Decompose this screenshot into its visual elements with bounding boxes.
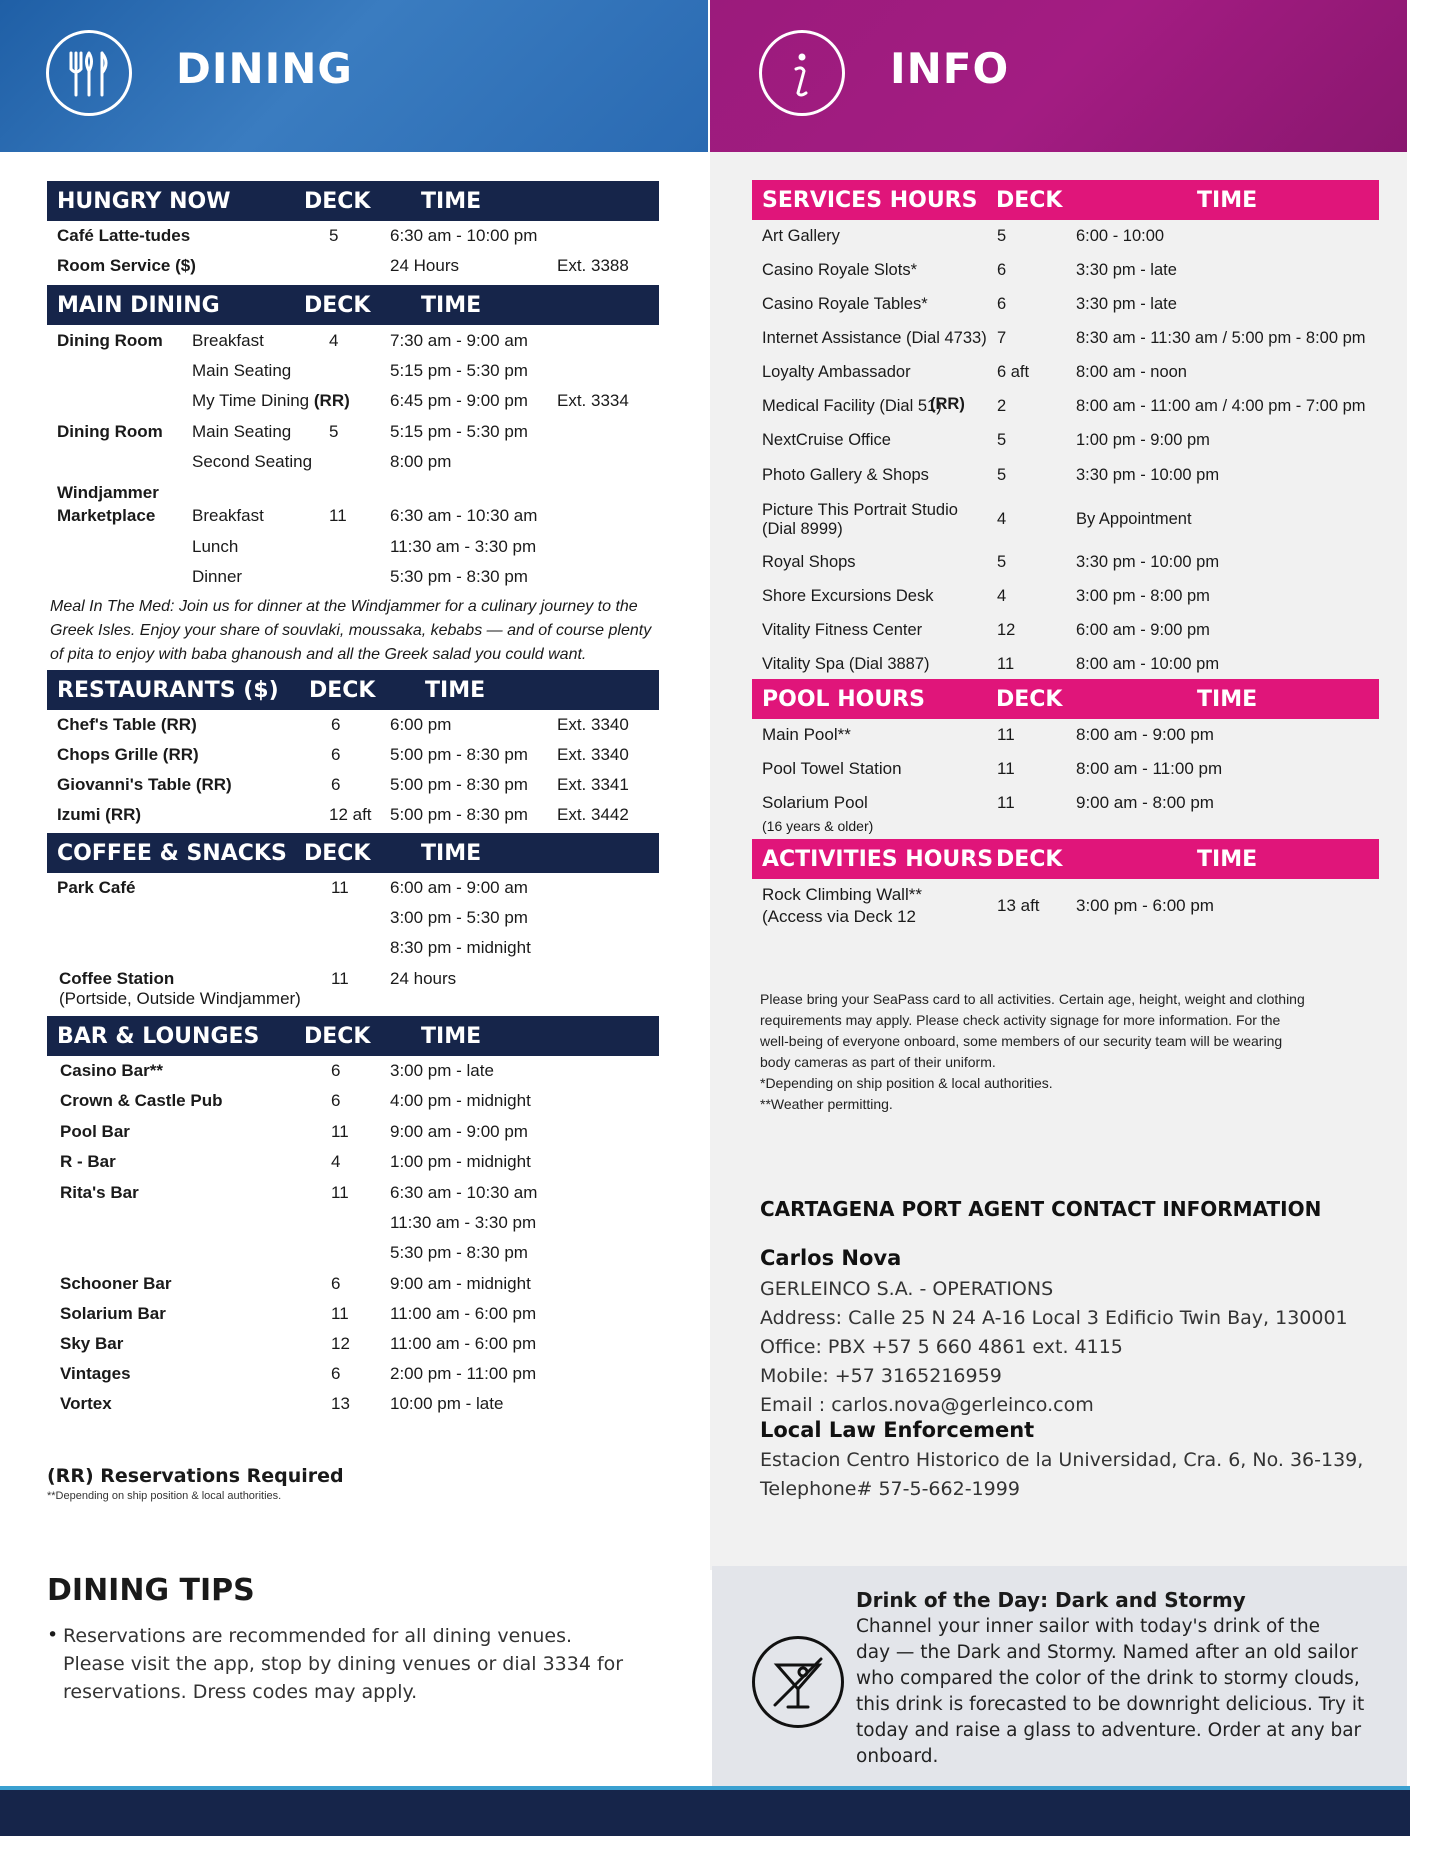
deck-col-label: DECK — [304, 1023, 371, 1049]
service-name: Art Gallery — [762, 227, 840, 245]
table-row — [762, 758, 1372, 788]
bar-name: R - Bar — [60, 1152, 116, 1171]
deck-value: 5 — [997, 227, 1007, 245]
time-value: 24 hours — [390, 969, 457, 988]
table-row — [57, 744, 657, 774]
table-row — [60, 1333, 660, 1363]
time-value: 11:00 am - 6:00 pm — [390, 1334, 537, 1353]
time-value: 6:45 pm - 9:00 pm — [390, 391, 528, 410]
note-line: requirements may apply. Please check activity signage for more information. For the — [760, 1012, 1281, 1028]
activity-notes — [760, 989, 1380, 1115]
service-name: Casino Royale Slots* — [762, 261, 917, 279]
restaurant-name: Giovanni's Table (RR) — [57, 775, 232, 794]
time-value: 6:00 pm — [390, 715, 452, 734]
restaurant-name: Chef's Table (RR) — [57, 715, 197, 734]
table-row — [57, 714, 657, 744]
time-value: 3:30 pm - late — [1076, 261, 1177, 279]
time-value: 3:30 pm - 10:00 pm — [1076, 466, 1220, 484]
restaurants-title: RESTAURANTS ($) — [57, 677, 279, 703]
drink-line: onboard. — [856, 1746, 939, 1767]
deck-value: 5 — [997, 466, 1007, 484]
port-agent-details — [760, 1275, 1390, 1420]
time-value: 24 Hours — [390, 256, 459, 275]
table-row — [762, 327, 1382, 357]
venue-name: Café Latte-tudes — [57, 226, 191, 245]
extension-value: Ext. 3340 — [557, 745, 629, 764]
deck-col-label: DECK — [996, 187, 1063, 213]
tips-line: reservations. Dress codes may apply. — [63, 1681, 418, 1703]
time-value: 6:00 - 10:00 — [1076, 227, 1165, 245]
venue-subtitle: (Portside, Outside Windjammer) — [59, 989, 301, 1008]
time-value: 8:00 am - 11:00 am / 4:00 pm - 7:00 pm — [1076, 397, 1366, 415]
info-title: INFO — [890, 44, 1010, 93]
table-row — [60, 1060, 660, 1090]
bullet-icon: • — [47, 1624, 59, 1646]
time-value: 1:00 pm - midnight — [390, 1152, 531, 1171]
service-name: Photo Gallery & Shops — [762, 466, 929, 484]
agent-email[interactable]: Email : carlos.nova@gerleinco.com — [760, 1394, 1094, 1416]
time-value: By Appointment — [1076, 510, 1192, 528]
reservation-flag: (RR) — [930, 395, 965, 413]
time-value: 11:00 am - 6:00 pm — [390, 1304, 537, 1323]
service-name: Picture This Portrait Studio — [762, 501, 958, 519]
table-row — [762, 293, 1382, 323]
activity-name: Rock Climbing Wall** — [762, 885, 922, 904]
agent-company: GERLEINCO S.A. - OPERATIONS — [760, 1278, 1054, 1300]
time-col-label: TIME — [421, 188, 482, 214]
table-row-sub — [762, 906, 1062, 936]
reservations-required-note: (RR) Reservations Required — [47, 1465, 344, 1487]
table-row — [57, 255, 657, 285]
services-header — [752, 180, 1379, 220]
table-row — [762, 259, 1382, 289]
note-line: **Weather permitting. — [760, 1096, 893, 1112]
deck-value: 4 — [997, 510, 1007, 528]
time-value: 4:00 pm - midnight — [390, 1091, 531, 1110]
note-line: Please bring your SeaPass card to all activities. Certain age, height, weight and clothing — [760, 991, 1305, 1007]
table-row-sub — [762, 518, 992, 548]
law-telephone: Telephone# 57-5-662-1999 — [760, 1478, 1020, 1500]
time-value: 5:00 pm - 8:30 pm — [390, 745, 528, 764]
pool-name: Solarium Pool — [762, 793, 868, 812]
meal-label: My Time Dining — [192, 391, 310, 410]
time-value: 8:00 am - 10:00 pm — [1076, 655, 1220, 673]
extension-value: Ext. 3334 — [557, 391, 629, 410]
table-row — [60, 1273, 660, 1303]
time-value: 3:00 pm - late — [390, 1061, 494, 1080]
time-col-label: TIME — [421, 840, 482, 866]
deck-value: 11 — [331, 1183, 349, 1202]
cutlery-icon — [46, 30, 132, 116]
table-row — [60, 1303, 660, 1333]
deck-value: 11 — [331, 1122, 349, 1141]
time-value: 3:30 pm - late — [1076, 295, 1177, 313]
deck-value: 5 — [329, 226, 339, 245]
table-row — [57, 390, 657, 420]
table-row — [762, 429, 1382, 459]
service-name: Royal Shops — [762, 553, 856, 571]
bottom-strip — [0, 1790, 1410, 1836]
activities-header — [752, 839, 1379, 879]
table-row — [57, 877, 657, 907]
deck-value: 5 — [997, 553, 1007, 571]
time-col-label: TIME — [1197, 686, 1258, 712]
meal-name: Main Seating — [192, 361, 292, 380]
deck-value: 7 — [997, 329, 1007, 347]
deck-col-label: DECK — [304, 840, 371, 866]
main-dining-title: MAIN DINING — [57, 292, 220, 318]
table-row — [762, 619, 1382, 649]
table-row — [57, 536, 657, 566]
reservations-subnote: **Depending on ship position & local authorities. — [47, 1490, 282, 1502]
bar-name: Solarium Bar — [60, 1304, 166, 1323]
time-value: 11:30 am - 3:30 pm — [390, 537, 537, 556]
drink-line: day — the Dark and Stormy. Named after an old sailor — [856, 1642, 1358, 1663]
time-value: 5:30 pm - 8:30 pm — [390, 1243, 528, 1262]
table-row-sub — [59, 988, 659, 1018]
meal-name: Main Seating — [192, 422, 292, 441]
table-row — [60, 1090, 660, 1120]
time-value: 5:00 pm - 8:30 pm — [390, 805, 528, 824]
time-col-label: TIME — [421, 1023, 482, 1049]
port-agent-title: CARTAGENA PORT AGENT CONTACT INFORMATION — [760, 1197, 1322, 1221]
time-value: 10:00 pm - late — [390, 1394, 504, 1413]
table-row — [762, 585, 1382, 615]
deck-value: 6 — [331, 1364, 341, 1383]
tips-line: Please visit the app, stop by dining venues or dial 3334 for — [63, 1653, 624, 1675]
extension-value: Ext. 3388 — [557, 256, 629, 275]
bars-title: BAR & LOUNGES — [57, 1023, 260, 1049]
drink-description — [856, 1614, 1396, 1770]
services-title: SERVICES HOURS — [762, 187, 978, 213]
service-name: Vitality Spa (Dial 3887) — [762, 655, 930, 673]
drink-line: this drink is forecasted to be downright delicious. Try it — [856, 1694, 1365, 1715]
note-line: *Depending on ship position & local authorities. — [760, 1075, 1053, 1091]
time-col-label: TIME — [421, 292, 482, 318]
deck-value: 4 — [997, 587, 1007, 605]
venue-name: Room Service ($) — [57, 256, 196, 275]
restaurant-name: Izumi (RR) — [57, 805, 142, 824]
time-value: 9:00 am - midnight — [390, 1274, 531, 1293]
service-subtitle: (Dial 8999) — [762, 520, 843, 538]
time-value: 6:30 am - 10:00 pm — [390, 226, 538, 245]
deck-value: 12 — [997, 621, 1016, 639]
table-row — [57, 937, 657, 967]
table-row — [57, 804, 657, 834]
deck-value: 6 — [331, 1274, 341, 1293]
agent-office: Office: PBX +57 5 660 4861 ext. 4115 — [760, 1336, 1123, 1358]
time-value: 7:30 am - 9:00 am — [390, 331, 528, 350]
note-line: body cameras as part of their uniform. — [760, 1054, 996, 1070]
deck-value: 6 — [331, 1091, 341, 1110]
deck-value: 6 — [997, 261, 1007, 279]
service-name: Loyalty Ambassador — [762, 363, 911, 381]
no-cocktail-icon — [752, 1636, 844, 1728]
drink-line: Channel your inner sailor with today's drink of the — [856, 1616, 1321, 1637]
extension-value: Ext. 3340 — [557, 715, 629, 734]
drink-line: who compared the color of the drink to stormy clouds, — [856, 1668, 1360, 1689]
deck-value: 4 — [329, 331, 339, 350]
time-value: 11:30 am - 3:30 pm — [390, 1213, 537, 1232]
time-value: 8:00 am - 9:00 pm — [1076, 725, 1214, 744]
hungry-now-title: HUNGRY NOW — [57, 188, 231, 214]
deck-value: 12 aft — [329, 805, 372, 824]
dining-tips-title: DINING TIPS — [47, 1573, 255, 1608]
time-value: 5:00 pm - 8:30 pm — [390, 775, 528, 794]
meal-name: Breakfast — [192, 331, 264, 350]
meal-name: Second Seating — [192, 452, 313, 471]
time-value: 6:30 am - 10:30 am — [390, 506, 538, 525]
deck-value: 13 — [331, 1394, 350, 1413]
deck-value: 4 — [331, 1152, 341, 1171]
activities-title: ACTIVITIES HOURS — [762, 846, 994, 872]
service-name: Vitality Fitness Center — [762, 621, 923, 639]
venue-name: Dining Room — [57, 422, 163, 441]
table-row — [60, 1363, 660, 1393]
time-value: 8:30 am - 11:30 am / 5:00 pm - 8:00 pm — [1076, 329, 1366, 347]
deck-col-label: DECK — [996, 846, 1063, 872]
deck-value: 5 — [997, 431, 1007, 449]
time-value: 3:00 pm - 8:00 pm — [1076, 587, 1210, 605]
time-value: 5:30 pm - 8:30 pm — [390, 567, 528, 586]
venue-name: Dining Room — [57, 331, 163, 350]
deck-value: 6 — [331, 715, 341, 734]
time-value: 2:00 pm - 11:00 pm — [390, 1364, 537, 1383]
deck-value: 6 aft — [997, 363, 1030, 381]
bar-name: Vintages — [60, 1364, 131, 1383]
service-name: Casino Royale Tables* — [762, 295, 928, 313]
extension-value: Ext. 3442 — [557, 805, 629, 824]
meal-in-the-med-note: Meal In The Med: Join us for dinner at the Windjammer for a culinary journey to the Greek Isles. Enjoy your share of souvlaki, moussaka, kebabs — and of course plenty of pita to enjoy with baba ghanoush and all the Greek salad you could want. — [50, 598, 652, 663]
note-line: well-being of everyone onboard, some members of our security team will be wearing — [760, 1033, 1283, 1049]
venue-name: Marketplace — [57, 506, 156, 525]
bar-name: Sky Bar — [60, 1334, 124, 1353]
deck-value: 11 — [997, 759, 1015, 778]
dining-header — [0, 0, 708, 152]
deck-value: 12 — [331, 1334, 350, 1353]
table-row — [762, 361, 1382, 391]
info-icon — [759, 30, 845, 116]
coffee-header — [47, 833, 659, 873]
reservation-flag: (RR) — [313, 391, 350, 410]
extension-value: Ext. 3341 — [557, 775, 629, 794]
time-col-label: TIME — [425, 677, 486, 703]
time-value: 8:00 am - 11:00 pm — [1076, 759, 1223, 778]
deck-value: 6 — [331, 745, 341, 764]
coffee-title: COFFEE & SNACKS — [57, 840, 287, 866]
venue-name: Windjammer — [57, 483, 159, 502]
time-value: 1:00 pm - 9:00 pm — [1076, 431, 1210, 449]
agent-address: Address: Calle 25 N 24 A-16 Local 3 Edificio Twin Bay, 130001 — [760, 1307, 1348, 1329]
deck-value: 11 — [997, 725, 1015, 744]
agent-mobile: Mobile: +57 3165216959 — [760, 1365, 1002, 1387]
table-row — [60, 1393, 660, 1423]
deck-col-label: DECK — [309, 677, 376, 703]
table-row — [60, 1121, 660, 1151]
bar-name: Pool Bar — [60, 1122, 130, 1141]
table-row — [57, 451, 657, 481]
deck-value: 11 — [329, 506, 347, 525]
main-dining-header — [47, 285, 659, 325]
pool-name: Main Pool** — [762, 725, 851, 744]
deck-value: 13 aft — [997, 896, 1040, 915]
meal-name: Dinner — [192, 567, 243, 586]
time-value: 8:00 pm — [390, 452, 452, 471]
table-row — [57, 421, 657, 451]
activity-subtitle: (Access via Deck 12 — [762, 907, 916, 926]
bar-name: Casino Bar** — [60, 1061, 163, 1080]
deck-value: 2 — [997, 397, 1007, 415]
time-value: 8:30 pm - midnight — [390, 938, 531, 957]
deck-value: 6 — [331, 1061, 341, 1080]
restaurant-name: Chops Grille (RR) — [57, 745, 199, 764]
table-row — [60, 1212, 660, 1242]
drink-title: Drink of the Day: Dark and Stormy — [856, 1588, 1246, 1612]
deck-value: 11 — [331, 969, 349, 988]
meal-name: Lunch — [192, 537, 239, 556]
bar-name: Crown & Castle Pub — [60, 1091, 223, 1110]
venue-name: Coffee Station — [59, 969, 175, 988]
table-row — [57, 330, 657, 360]
pool-title: POOL HOURS — [762, 686, 925, 712]
table-row — [57, 505, 657, 535]
table-row — [57, 907, 657, 937]
table-row — [762, 464, 1382, 494]
pool-subtitle: (16 years & older) — [762, 818, 874, 834]
table-row — [57, 566, 657, 596]
time-col-label: TIME — [1197, 846, 1258, 872]
hungry-now-header — [47, 181, 659, 221]
table-row — [762, 225, 1382, 255]
deck-value: 11 — [331, 878, 349, 897]
service-name: Shore Excursions Desk — [762, 587, 934, 605]
port-agent-name: Carlos Nova — [760, 1246, 902, 1270]
meal-name: Breakfast — [192, 506, 264, 525]
restaurants-header — [47, 670, 659, 710]
time-value: 5:15 pm - 5:30 pm — [390, 422, 528, 441]
time-col-label: TIME — [1197, 187, 1258, 213]
deck-value: 6 — [997, 295, 1007, 313]
time-value: 9:00 am - 8:00 pm — [1076, 793, 1214, 812]
deck-value: 5 — [329, 422, 339, 441]
table-row — [60, 1151, 660, 1181]
service-name: Internet Assistance (Dial 4733) — [762, 329, 987, 347]
bar-name: Vortex — [60, 1394, 112, 1413]
law-enforcement-details — [760, 1446, 1390, 1504]
time-value: 3:30 pm - 10:00 pm — [1076, 553, 1220, 571]
time-value: 6:00 am - 9:00 pm — [1076, 621, 1210, 639]
deck-value: 11 — [331, 1304, 349, 1323]
table-row — [762, 395, 1382, 425]
time-value: 3:00 pm - 6:00 pm — [1076, 896, 1214, 915]
pool-name: Pool Towel Station — [762, 759, 902, 778]
time-value: 9:00 am - 9:00 pm — [390, 1122, 528, 1141]
pool-header — [752, 679, 1379, 719]
deck-col-label: DECK — [304, 292, 371, 318]
dining-title: DINING — [176, 44, 353, 93]
bar-name: Rita's Bar — [60, 1183, 139, 1202]
table-row — [60, 1242, 660, 1272]
time-value: 5:15 pm - 5:30 pm — [390, 361, 528, 380]
service-name: NextCruise Office — [762, 431, 891, 449]
time-value: 8:00 am - noon — [1076, 363, 1187, 381]
table-row — [57, 774, 657, 804]
table-row — [762, 551, 1382, 581]
drink-line: today and raise a glass to adventure. Order at any bar — [856, 1720, 1362, 1741]
deck-value: 11 — [997, 655, 1015, 673]
bars-header — [47, 1016, 659, 1056]
venue-name: Park Café — [57, 878, 136, 897]
table-row — [762, 724, 1372, 754]
meal-name — [192, 390, 350, 412]
service-name: Medical Facility (Dial 51) — [762, 397, 942, 415]
info-header — [710, 0, 1407, 152]
deck-value: 11 — [997, 793, 1015, 812]
table-row — [60, 1182, 660, 1212]
tips-line: Reservations are recommended for all dining venues. — [63, 1625, 573, 1647]
bar-name: Schooner Bar — [60, 1274, 172, 1293]
deck-col-label: DECK — [996, 686, 1063, 712]
deck-value: 6 — [331, 775, 341, 794]
table-row — [57, 225, 657, 255]
time-value: 3:00 pm - 5:30 pm — [390, 908, 528, 927]
deck-col-label: DECK — [304, 188, 371, 214]
law-enforcement-title: Local Law Enforcement — [760, 1418, 1035, 1442]
time-value: 6:30 am - 10:30 am — [390, 1183, 538, 1202]
dining-tips-text — [63, 1622, 623, 1706]
table-row — [57, 360, 657, 390]
time-value: 6:00 am - 9:00 am — [390, 878, 528, 897]
law-address: Estacion Centro Historico de la Universidad, Cra. 6, No. 36-139, — [760, 1449, 1364, 1471]
